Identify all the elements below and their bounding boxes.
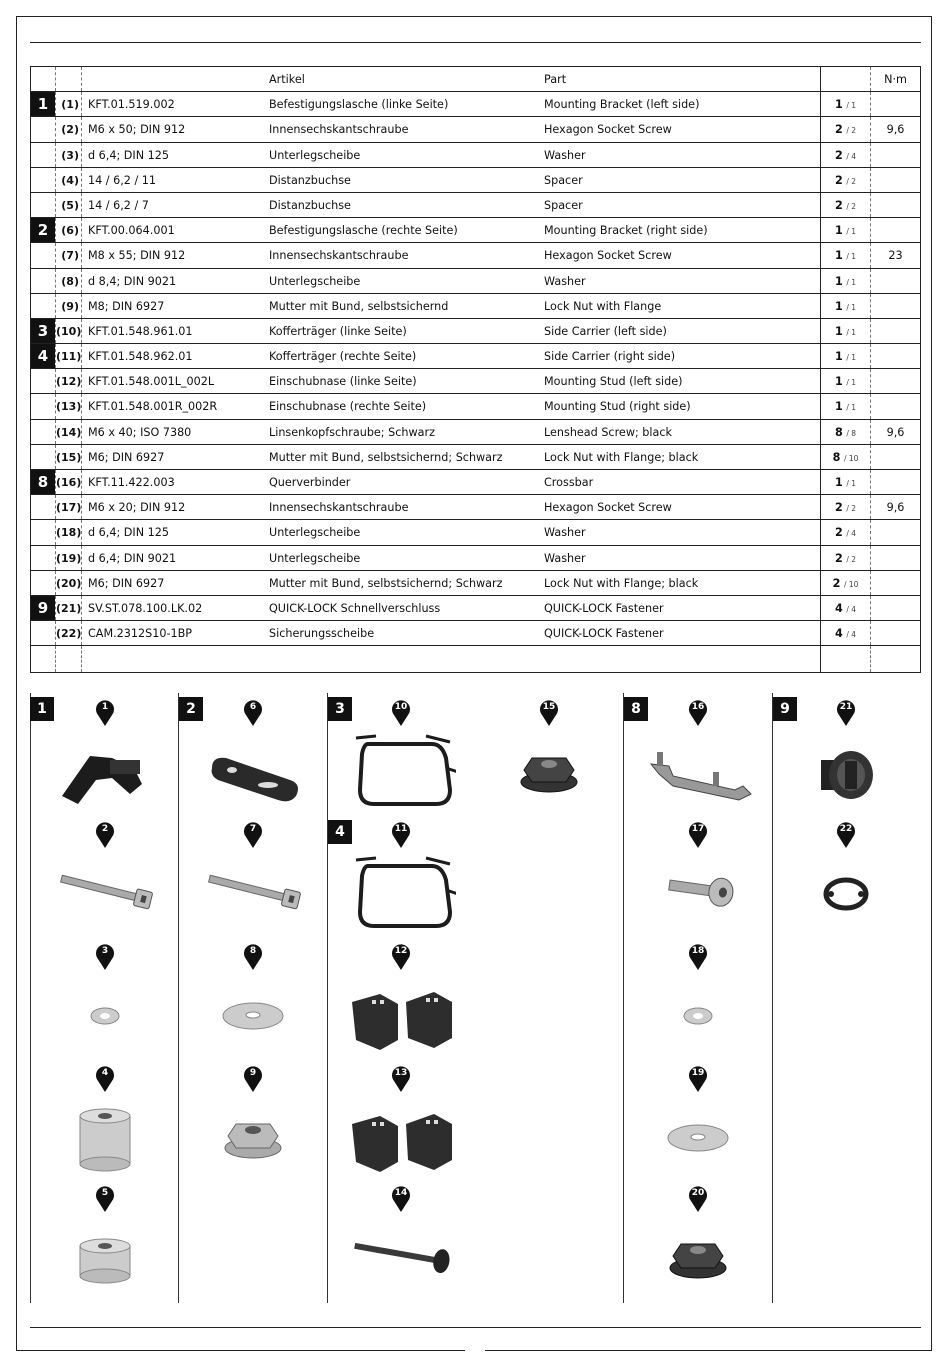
- table-row: [31, 294, 920, 319]
- part-number-label: 13: [394, 1068, 408, 1078]
- item-name-en: Lock Nut with Flange; black: [544, 576, 699, 590]
- part-illustration-21: [791, 700, 901, 810]
- item-name-de: Distanzbuchse: [269, 173, 351, 187]
- item-number: (20): [55, 571, 81, 595]
- part-illustration-18: [643, 944, 753, 1054]
- part-illustration-13: [346, 1066, 456, 1176]
- part-image: [346, 728, 456, 808]
- table-row: [31, 344, 920, 369]
- part-illustration-8: [198, 944, 308, 1054]
- item-quantity: 8 / 10: [820, 445, 870, 469]
- part-number-label: 3: [101, 946, 109, 956]
- item-name-en: QUICK-LOCK Fastener: [544, 627, 664, 641]
- panel-separator: [623, 693, 624, 1303]
- table-row: [31, 369, 920, 394]
- item-quantity: 1 / 1: [820, 218, 870, 242]
- table-row: [31, 143, 920, 168]
- part-illustration-15: [494, 700, 604, 810]
- item-name-en: Washer: [544, 551, 586, 565]
- section-badge-3: 3: [328, 697, 352, 721]
- group-badge: 2: [31, 218, 55, 242]
- top-rule: [30, 42, 921, 43]
- part-number-label: 14: [394, 1188, 408, 1198]
- item-number: (3): [55, 143, 81, 167]
- item-name-de: QUICK-LOCK Schnellverschluss: [269, 601, 441, 615]
- item-torque: [870, 596, 920, 620]
- item-quantity: 2 / 4: [820, 143, 870, 167]
- part-image: [643, 1094, 753, 1174]
- item-code: KFT.01.548.001L_002L: [81, 369, 263, 393]
- table-row: [31, 269, 920, 294]
- item-quantity: 2 / 2: [820, 168, 870, 192]
- item-name-en: Mounting Stud (left side): [544, 375, 683, 389]
- item-torque: [870, 218, 920, 242]
- part-number-label: 5: [101, 1188, 109, 1198]
- part-image: [198, 1094, 308, 1174]
- part-illustration-12: [346, 944, 456, 1054]
- part-image: [643, 728, 753, 808]
- item-name-de: Kofferträger (rechte Seite): [269, 350, 417, 364]
- part-illustration-14: [346, 1186, 456, 1296]
- group-badge: 3: [31, 319, 55, 343]
- item-torque: [870, 520, 920, 544]
- item-code: SV.ST.078.100.LK.02: [81, 596, 263, 620]
- table-row-empty: [31, 646, 920, 671]
- table-row: [31, 470, 920, 495]
- item-name-de: Linsenkopfschraube; Schwarz: [269, 425, 435, 439]
- item-quantity: 1 / 1: [820, 92, 870, 116]
- item-torque: 23: [870, 243, 920, 267]
- item-name-en: Mounting Bracket (left side): [544, 98, 700, 112]
- part-image: [643, 1214, 753, 1294]
- item-name-de: Befestigungslasche (rechte Seite): [269, 224, 458, 238]
- item-quantity: 8 / 8: [820, 420, 870, 444]
- part-number-label: 21: [839, 702, 853, 712]
- header-torque: N·m: [870, 67, 920, 91]
- item-number: (1): [55, 92, 81, 116]
- item-number: (9): [55, 294, 81, 318]
- table-row: [31, 546, 920, 571]
- item-number: (16): [55, 470, 81, 494]
- part-number-label: 22: [839, 824, 853, 834]
- item-code: d 6,4; DIN 125: [81, 143, 263, 167]
- item-name-en: Hexagon Socket Screw: [544, 123, 672, 137]
- part-number-label: 6: [249, 702, 257, 712]
- item-quantity: 1 / 1: [820, 319, 870, 343]
- item-number: (11): [55, 344, 81, 368]
- item-name-de: Unterlegscheibe: [269, 526, 361, 540]
- item-name-en: Hexagon Socket Screw: [544, 501, 672, 515]
- item-number: (19): [55, 546, 81, 570]
- part-illustration-19: [643, 1066, 753, 1176]
- item-name-de: Sicherungsscheibe: [269, 627, 375, 641]
- item-quantity: 1 / 1: [820, 470, 870, 494]
- group-badge: 1: [31, 92, 55, 116]
- item-name-de: Innensechskantschraube: [269, 249, 409, 263]
- section-badge-4: 4: [328, 820, 352, 844]
- item-name-de: Mutter mit Bund, selbstsichernd; Schwarz: [269, 576, 503, 590]
- group-badge: 8: [31, 470, 55, 494]
- item-code: KFT.01.519.002: [81, 92, 263, 116]
- item-torque: [870, 319, 920, 343]
- table-row: [31, 117, 920, 142]
- item-torque: [870, 344, 920, 368]
- item-code: KFT.01.548.001R_002R: [81, 394, 263, 418]
- part-illustration-22: [791, 822, 901, 932]
- table-row: [31, 168, 920, 193]
- part-number-label: 17: [691, 824, 705, 834]
- item-code: d 6,4; DIN 125: [81, 520, 263, 544]
- item-number: (12): [55, 369, 81, 393]
- item-name-en: Washer: [544, 274, 586, 288]
- section-badge-8: 8: [624, 697, 648, 721]
- bottom-rule: [30, 1327, 921, 1328]
- panel-separator: [772, 693, 773, 1303]
- item-name-en: Spacer: [544, 198, 583, 212]
- item-number: (4): [55, 168, 81, 192]
- item-number: (8): [55, 269, 81, 293]
- table-row: [31, 495, 920, 520]
- item-code: CAM.2312S10-1BP: [81, 621, 263, 645]
- part-illustration-7: [198, 822, 308, 932]
- item-torque: [870, 571, 920, 595]
- item-quantity: 2 / 2: [820, 117, 870, 141]
- item-code: d 6,4; DIN 9021: [81, 546, 263, 570]
- item-code: M8; DIN 6927: [81, 294, 263, 318]
- item-quantity: 1 / 1: [820, 344, 870, 368]
- item-name-en: Side Carrier (left side): [544, 324, 667, 338]
- part-number-label: 7: [249, 824, 257, 834]
- table-row: [31, 193, 920, 218]
- panel-separator: [327, 693, 328, 1303]
- item-torque: [870, 143, 920, 167]
- item-number: (21): [55, 596, 81, 620]
- item-name-de: Innensechskantschraube: [269, 123, 409, 137]
- item-quantity: 4 / 4: [820, 621, 870, 645]
- part-number-label: 11: [394, 824, 408, 834]
- table-row: [31, 218, 920, 243]
- item-quantity: 2 / 2: [820, 193, 870, 217]
- item-number: (6): [55, 218, 81, 242]
- item-torque: [870, 168, 920, 192]
- part-illustration-10: [346, 700, 456, 810]
- item-torque: [870, 445, 920, 469]
- item-code: KFT.11.422.003: [81, 470, 263, 494]
- part-illustration-11: [346, 822, 456, 932]
- item-torque: [870, 470, 920, 494]
- item-number: (14): [55, 420, 81, 444]
- item-name-de: Kofferträger (linke Seite): [269, 324, 407, 338]
- item-torque: 9,6: [870, 495, 920, 519]
- item-name-en: Washer: [544, 148, 586, 162]
- part-illustration-4: [50, 1066, 160, 1176]
- header-part: Part: [544, 73, 567, 86]
- item-number: (18): [55, 520, 81, 544]
- item-code: 14 / 6,2 / 7: [81, 193, 263, 217]
- bottom-frame-gap: [465, 1346, 485, 1356]
- item-name-en: Side Carrier (right side): [544, 350, 676, 364]
- item-name-en: Lenshead Screw; black: [544, 425, 672, 439]
- item-name-de: Querverbinder: [269, 476, 351, 489]
- item-number: (22): [55, 621, 81, 645]
- part-image: [346, 1094, 456, 1174]
- item-torque: [870, 394, 920, 418]
- item-code: M6 x 20; DIN 912: [81, 495, 263, 519]
- item-torque: [870, 193, 920, 217]
- item-number: (2): [55, 117, 81, 141]
- item-code: M6 x 40; ISO 7380: [81, 420, 263, 444]
- panel-border-left: [30, 693, 31, 1303]
- part-image: [50, 728, 160, 808]
- part-image: [494, 728, 604, 808]
- part-image: [50, 1094, 160, 1174]
- part-image: [346, 972, 456, 1052]
- table-header-row: [31, 67, 920, 92]
- panel-separator: [178, 693, 179, 1303]
- item-quantity: 1 / 1: [820, 294, 870, 318]
- part-number-label: 1: [101, 702, 109, 712]
- part-image: [50, 850, 160, 930]
- table-row: [31, 243, 920, 268]
- table-row: [31, 420, 920, 445]
- item-name-de: Einschubnase (rechte Seite): [269, 400, 427, 414]
- item-torque: [870, 621, 920, 645]
- item-name-de: Einschubnase (linke Seite): [269, 375, 417, 389]
- item-number: (17): [55, 495, 81, 519]
- parts-table: [30, 66, 921, 673]
- part-number-label: 2: [101, 824, 109, 834]
- part-number-label: 4: [101, 1068, 109, 1078]
- part-illustration-1: [50, 700, 160, 810]
- item-torque: [870, 546, 920, 570]
- table-row: [31, 394, 920, 419]
- part-number-label: 12: [394, 946, 408, 956]
- item-torque: 9,6: [870, 117, 920, 141]
- part-number-label: 16: [691, 702, 705, 712]
- item-code: KFT.00.064.001: [81, 218, 263, 242]
- part-image: [198, 972, 308, 1052]
- table-row: [31, 319, 920, 344]
- item-name-en: Crossbar: [544, 476, 594, 489]
- table-row: [31, 445, 920, 470]
- part-image: [50, 1214, 160, 1294]
- item-name-de: Unterlegscheibe: [269, 148, 361, 162]
- item-code: M6 x 50; DIN 912: [81, 117, 263, 141]
- header-artikel: Artikel: [269, 73, 305, 86]
- item-torque: [870, 269, 920, 293]
- part-image: [643, 972, 753, 1052]
- item-quantity: 4 / 4: [820, 596, 870, 620]
- part-number-label: 10: [394, 702, 408, 712]
- item-number: (5): [55, 193, 81, 217]
- part-illustration-9: [198, 1066, 308, 1176]
- section-badge-9: 9: [773, 697, 797, 721]
- item-number: (13): [55, 394, 81, 418]
- part-number-label: 20: [691, 1188, 705, 1198]
- item-name-en: Spacer: [544, 173, 583, 187]
- part-number-label: 15: [542, 702, 556, 712]
- item-number: (10): [55, 319, 81, 343]
- item-torque: 9,6: [870, 420, 920, 444]
- item-torque: [870, 92, 920, 116]
- part-illustration-20: [643, 1186, 753, 1296]
- item-name-de: Befestigungslasche (linke Seite): [269, 98, 449, 112]
- table-row: [31, 571, 920, 596]
- part-illustration-5: [50, 1186, 160, 1296]
- item-name-en: Mounting Stud (right side): [544, 400, 691, 414]
- section-badge-2: 2: [179, 697, 203, 721]
- item-name-de: Unterlegscheibe: [269, 551, 361, 565]
- part-illustration-2: [50, 822, 160, 932]
- item-number: (7): [55, 243, 81, 267]
- item-name-de: Distanzbuchse: [269, 198, 351, 212]
- item-name-en: Hexagon Socket Screw: [544, 249, 672, 263]
- part-image: [791, 728, 901, 808]
- item-quantity: 1 / 1: [820, 269, 870, 293]
- item-quantity: 2 / 2: [820, 495, 870, 519]
- group-badge: 4: [31, 344, 55, 368]
- item-code: M8 x 55; DIN 912: [81, 243, 263, 267]
- section-badge-1: 1: [30, 697, 54, 721]
- item-code: d 8,4; DIN 9021: [81, 269, 263, 293]
- item-name-de: Unterlegscheibe: [269, 274, 361, 288]
- item-number: (15): [55, 445, 81, 469]
- part-image: [346, 850, 456, 930]
- part-illustration-6: [198, 700, 308, 810]
- item-code: M6; DIN 6927: [81, 571, 263, 595]
- item-name-en: QUICK-LOCK Fastener: [544, 601, 664, 615]
- item-quantity: 2 / 2: [820, 546, 870, 570]
- part-image: [643, 850, 753, 930]
- table-row: [31, 596, 920, 621]
- part-image: [50, 972, 160, 1052]
- item-code: 14 / 6,2 / 11: [81, 168, 263, 192]
- item-name-en: Lock Nut with Flange: [544, 299, 662, 313]
- part-number-label: 18: [691, 946, 705, 956]
- item-name-en: Washer: [544, 526, 586, 540]
- table-row: [31, 92, 920, 117]
- part-image: [198, 728, 308, 808]
- item-name-en: Lock Nut with Flange; black: [544, 450, 699, 464]
- item-quantity: 2 / 4: [820, 520, 870, 544]
- group-badge: 9: [31, 596, 55, 620]
- item-name-de: Mutter mit Bund, selbstsichernd; Schwarz: [269, 450, 503, 464]
- item-code: KFT.01.548.962.01: [81, 344, 263, 368]
- part-image: [198, 850, 308, 930]
- item-code: KFT.01.548.961.01: [81, 319, 263, 343]
- item-torque: [870, 369, 920, 393]
- item-quantity: 1 / 1: [820, 243, 870, 267]
- item-quantity: 2 / 10: [820, 571, 870, 595]
- part-image: [346, 1214, 456, 1294]
- part-image: [791, 850, 901, 930]
- part-number-label: 8: [249, 946, 257, 956]
- item-torque: [870, 294, 920, 318]
- table-row: [31, 621, 920, 646]
- item-quantity: 1 / 1: [820, 369, 870, 393]
- item-name-de: Innensechskantschraube: [269, 501, 409, 515]
- part-illustration-17: [643, 822, 753, 932]
- item-name-de: Mutter mit Bund, selbstsichernd: [269, 299, 449, 313]
- table-row: [31, 520, 920, 545]
- item-name-en: Mounting Bracket (right side): [544, 224, 708, 238]
- item-code: M6; DIN 6927: [81, 445, 263, 469]
- item-quantity: 1 / 1: [820, 394, 870, 418]
- part-illustration-3: [50, 944, 160, 1054]
- part-illustration-16: [643, 700, 753, 810]
- part-number-label: 9: [249, 1068, 257, 1078]
- part-number-label: 19: [691, 1068, 705, 1078]
